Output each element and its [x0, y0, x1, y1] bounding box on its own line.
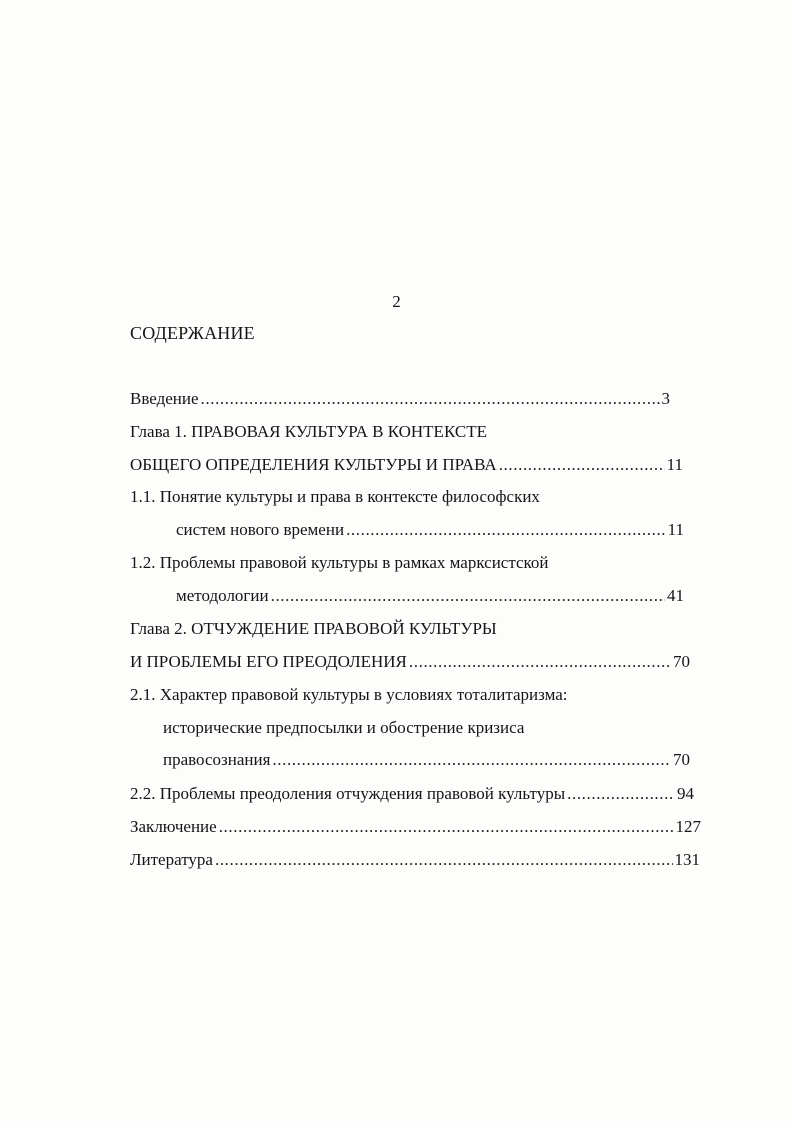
toc-chapter-1-heading: Глава 1. ПРАВОВАЯ КУЛЬТУРА В КОНТЕКСТЕ [130, 422, 487, 441]
toc-entry-chapter-1 [130, 455, 683, 475]
toc-entry-page: 11 [666, 455, 683, 474]
leader-dots [346, 520, 666, 540]
page-title: СОДЕРЖАНИЕ [130, 323, 255, 343]
toc-section-2-1-heading-cont: исторические предпосылки и обострение кризиса [163, 718, 525, 737]
leader-dots [499, 455, 665, 475]
toc-entry-label: 2.2. Проблемы преодоления отчуждения правовой культуры [130, 784, 566, 803]
toc-chapter-2-heading: Глава 2. ОТЧУЖДЕНИЕ ПРАВОВОЙ КУЛЬТУРЫ [130, 619, 497, 638]
toc-entry-page: 41 [667, 586, 684, 605]
toc-section-2-1-heading: 2.1. Характер правовой культуры в условиях тоталитаризма: [130, 685, 568, 704]
leader-dots [215, 850, 673, 870]
toc-entry-page: 70 [673, 750, 690, 769]
toc-entry-section-2-2 [130, 784, 694, 804]
toc-entry-label: И ПРОБЛЕМЫ ЕГО ПРЕОДОЛЕНИЯ [130, 652, 407, 671]
toc-entry-page: 127 [675, 817, 701, 836]
toc-entry-label: систем нового времени [176, 520, 345, 539]
toc-entry-label: Введение [130, 389, 199, 408]
toc-entry-label: Литература [130, 850, 213, 869]
leader-dots [219, 817, 674, 837]
toc-entry-intro [130, 389, 670, 409]
toc-entry-label: ОБЩЕГО ОПРЕДЕЛЕНИЯ КУЛЬТУРЫ И ПРАВА [130, 455, 497, 474]
toc-entry-section-1-2 [176, 586, 684, 606]
leader-dots [201, 389, 660, 409]
toc-section-1-1-heading: 1.1. Понятие культуры и права в контексте философских [130, 487, 540, 506]
toc-entry-label: методологии [176, 586, 269, 605]
toc-entry-chapter-2 [130, 652, 690, 672]
toc-entry-section-1-1 [176, 520, 684, 540]
toc-entry-label: правосознания [163, 750, 271, 769]
toc-entry-conclusion [130, 817, 701, 837]
leader-dots [271, 586, 665, 606]
toc-entry-section-2-1 [163, 750, 690, 770]
toc-entry-page: 131 [674, 850, 700, 869]
toc-entry-page: 70 [673, 652, 690, 671]
leader-dots [567, 784, 675, 804]
toc-section-1-2-heading: 1.2. Проблемы правовой культуры в рамках марксистской [130, 553, 549, 572]
toc-entry-page: 3 [661, 389, 670, 408]
leader-dots [409, 652, 671, 672]
toc-entry-label: Заключение [130, 817, 217, 836]
toc-entry-page: 11 [667, 520, 684, 539]
toc-entry-literature [130, 850, 700, 870]
leader-dots [272, 750, 671, 770]
page-number: 2 [392, 292, 401, 311]
toc-entry-page: 94 [677, 784, 694, 803]
